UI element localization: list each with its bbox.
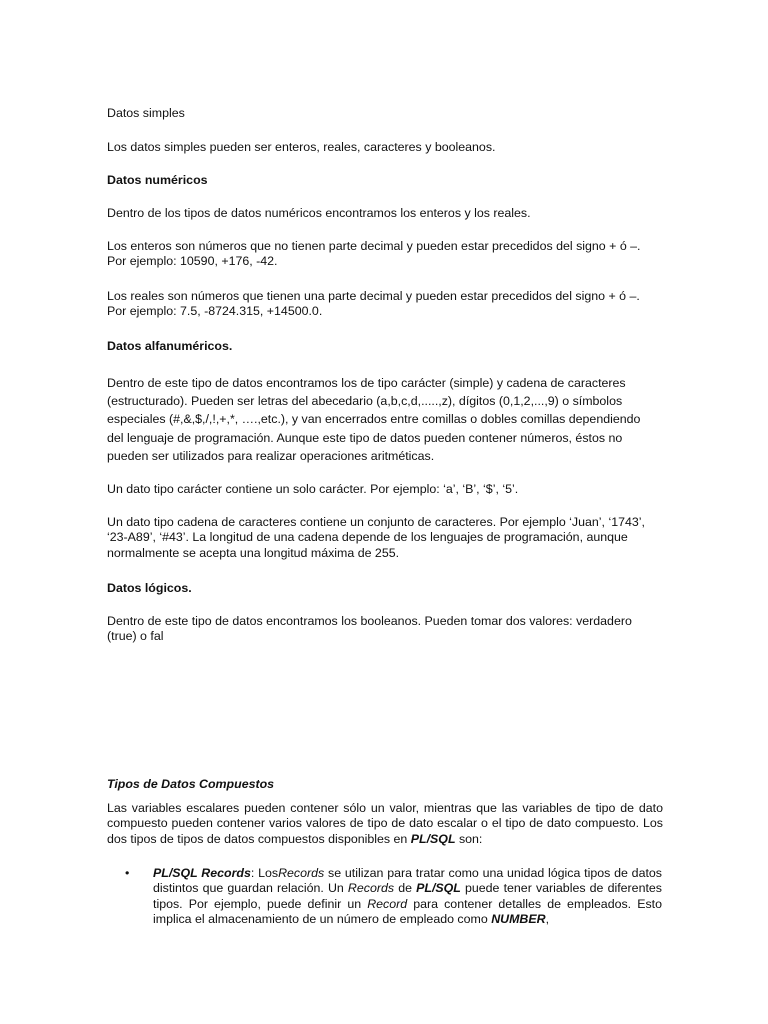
alpha-paragraph-3 — [107, 515, 663, 561]
numeric-paragraph-2-line-1: Los enteros son números que no tienen parte decimal y pueden estar precedidos del signo + ó –. — [107, 239, 641, 253]
alpha-paragraph-3-line-3: normalmente se acepta una longitud máxima de 255. — [107, 545, 400, 560]
bullet-text-4: puede tener variables de diferentes tipos. Por ejemplo, puede definir un — [153, 881, 662, 911]
alpha-paragraph-1-line-4: del lenguaje de programación. Aunque este tipo de datos pueden contener números, éstos no — [107, 430, 623, 445]
compound-paragraph — [107, 801, 663, 847]
numeric-paragraph-3 — [107, 289, 663, 320]
compound-paragraph-text-2: son: — [455, 831, 483, 846]
term-records-2: Records — [347, 881, 395, 896]
heading-compound: Tipos de Datos Compuestos — [107, 777, 275, 791]
alpha-paragraph-1-line-1: Dentro de este tipo de datos encontramos los de tipo carácter (simple) y cadena de caracteres — [107, 376, 626, 390]
numeric-paragraph-2 — [107, 239, 663, 270]
heading-numeric: Datos numéricos — [107, 173, 208, 187]
compound-paragraph-text-1: Las variables escalares pueden contener sólo un valor, mientras que las variables de tipo de dato compuesto pueden contener varios valores de tipo de dato escalar o el tipo de dato compuesto. Los dos tipos de tipos de datos compuestos disponibles en — [107, 801, 663, 846]
bullet-text-6: , — [545, 912, 550, 927]
alpha-paragraph-1-line-2: (estructurado). Pueden ser letras del abecedario (a,b,c,d,.....,z), dígitos (0,1,2,...,9) o símbolos — [107, 394, 623, 409]
logic-paragraph-line-1: Dentro de este tipo de datos encontramos los booleanos. Pueden tomar dos valores: verdadero — [107, 614, 632, 628]
alpha-paragraph-1-line-5: pueden ser utilizados para realizar operaciones aritméticas. — [107, 448, 435, 463]
bullet-text-3: de — [394, 881, 417, 896]
term-records-1: Records — [278, 866, 325, 880]
alpha-paragraph-3-line-1: Un dato tipo cadena de caracteres contiene un conjunto de caracteres. Por ejemplo ‘Juan’, ‘1743’, — [107, 515, 645, 529]
compound-paragraph-plsql: PL/SQL — [410, 831, 456, 846]
heading-logic: Datos lógicos. — [107, 581, 192, 595]
logic-paragraph-line-2: (true) o fal — [107, 629, 164, 644]
numeric-paragraph-3-line-2: Por ejemplo: 7.5, -8724.315, +14500.0. — [107, 304, 323, 319]
bullet-text-5: para contener detalles de empleados. Esto implica el almacenamiento de un número de empleado como — [153, 896, 662, 927]
numeric-paragraph-3-line-1: Los reales son números que tienen una parte decimal y pueden estar precedidos del signo + ó –. — [107, 289, 640, 303]
bullet-icon: • — [125, 866, 130, 880]
intro-paragraph: Los datos simples pueden ser enteros, reales, caracteres y booleanos. — [107, 140, 496, 154]
alpha-paragraph-1 — [107, 374, 663, 465]
numeric-paragraph-2-line-2: Por ejemplo: 10590, +176, -42. — [107, 254, 278, 269]
numeric-paragraph-1: Dentro de los tipos de datos numéricos encontramos los enteros y los reales. — [107, 206, 531, 220]
bullet-text-1: : Los — [250, 866, 279, 880]
heading-alphanumeric: Datos alfanuméricos. — [107, 339, 233, 353]
alpha-paragraph-3-line-2: ‘23-A89’, ‘#43’. La longitud de una cadena depende de los lenguajes de programación, aunque — [107, 530, 628, 545]
term-plsql: PL/SQL — [416, 881, 461, 896]
term-plsql-records: PL/SQL Records — [153, 866, 251, 880]
bullet-text-2: se utilizan para tratar como una unidad lógica tipos de datos distintos que guardan relación. Un — [153, 866, 662, 896]
term-number: NUMBER — [491, 912, 546, 927]
term-record: Record — [367, 896, 408, 911]
alpha-paragraph-2: Un dato tipo carácter contiene un solo carácter. Por ejemplo: ‘a’, ‘B’, ‘$’, ‘5’. — [107, 482, 519, 496]
logic-paragraph — [107, 614, 663, 645]
list-item-text — [153, 866, 662, 928]
alpha-paragraph-1-line-3: especiales (#,&,$,/,!,+,*, ….,etc.), y van encerrados entre comillas o dobles comillas dependiendo — [107, 412, 641, 427]
page-title: Datos simples — [107, 106, 185, 120]
